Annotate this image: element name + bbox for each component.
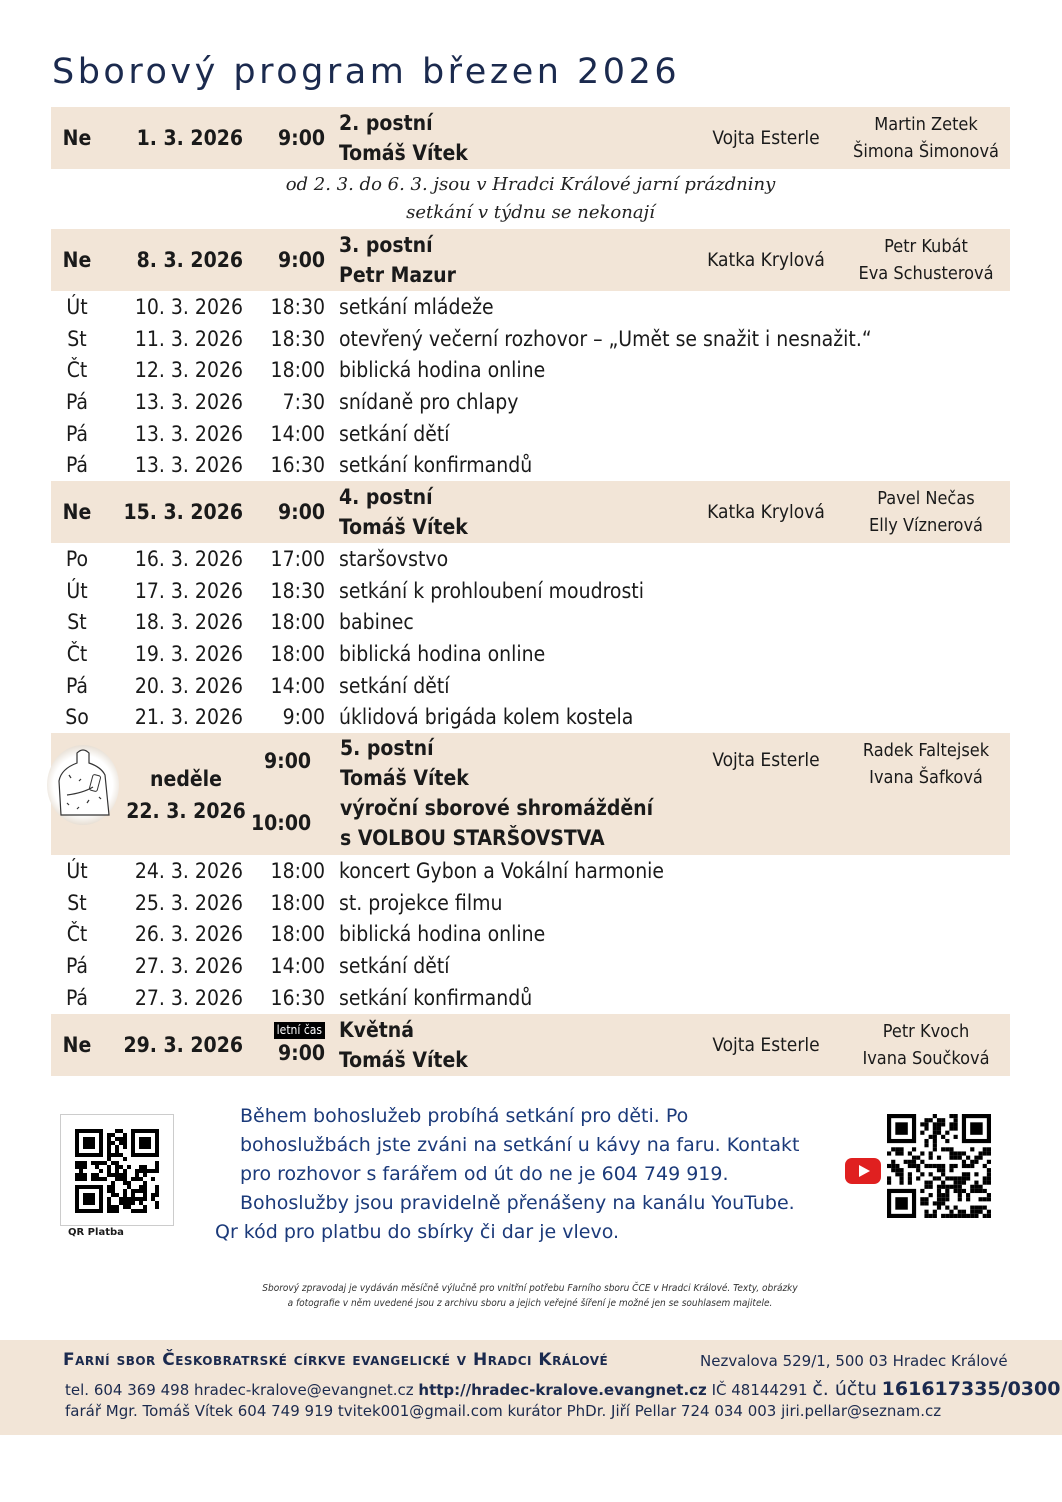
day: So xyxy=(65,705,89,730)
event xyxy=(325,230,699,290)
time: 14:00 xyxy=(270,673,325,698)
date: 22. 3. 2026 xyxy=(126,799,246,824)
day: Út xyxy=(66,578,88,603)
organization-name: Farní sbor Českobratrské církve evangelické v Hradci Králové xyxy=(63,1350,609,1370)
website-link[interactable]: http://hradec-kralove.evangnet.cz xyxy=(418,1381,707,1399)
contact-line xyxy=(65,1378,1060,1400)
day: Čt xyxy=(66,922,88,947)
event xyxy=(325,1015,699,1075)
event-title: 3. postní xyxy=(339,233,433,257)
event-row xyxy=(51,449,1010,481)
info-line: Během bohoslužeb probíhá setkání pro děti. Po xyxy=(240,1105,689,1127)
sunday-row xyxy=(51,107,1010,169)
event-row xyxy=(51,982,1010,1014)
date: 8. 3. 2026 xyxy=(136,248,243,272)
day: Pá xyxy=(65,673,89,698)
staff-contacts: farář Mgr. Tomáš Vítek 604 749 919 tvitek001@gmail.com kurátor PhDr. Jiří Pellar 724 034 003 jiri.pellar@seznam.cz xyxy=(65,1402,942,1420)
event: setkání dětí xyxy=(339,673,450,698)
day: Út xyxy=(66,294,88,319)
event: biblická hodina online xyxy=(339,358,546,383)
page-title: Sborový program březen 2026 xyxy=(52,52,681,92)
readers xyxy=(841,111,1011,165)
time: 9:00 xyxy=(282,705,325,730)
event-row xyxy=(51,575,1010,607)
event: staršovstvo xyxy=(339,546,449,571)
date: 13. 3. 2026 xyxy=(134,421,243,446)
payment-qr-code[interactable] xyxy=(60,1114,174,1226)
reader: Elly Víznerová xyxy=(869,515,983,537)
date: 16. 3. 2026 xyxy=(134,546,243,571)
summer-time-badge: letní čas xyxy=(274,1022,325,1039)
event xyxy=(340,733,653,853)
event: setkání konfirmandů xyxy=(339,453,533,478)
event: setkání dětí xyxy=(339,954,450,979)
note-line: od 2. 3. do 6. 3. jsou v Hradci Králové jarní prázdniny xyxy=(285,174,776,195)
disclaimer-line: Sborový zpravodaj je vydáván měsíčně výlučně pro vnitřní potřebu Farního sboru ČCE v Hradci Králové. Texty, obrázky xyxy=(262,1283,798,1294)
date: 17. 3. 2026 xyxy=(134,578,243,603)
time: 9:00 xyxy=(264,749,311,774)
day: Pá xyxy=(65,421,89,446)
youtube-qr-code[interactable] xyxy=(887,1114,991,1218)
week-events xyxy=(51,855,1010,1013)
day: Ne xyxy=(62,1032,92,1057)
event-row xyxy=(51,702,1010,734)
time: 16:30 xyxy=(270,985,325,1010)
date: 1. 3. 2026 xyxy=(136,126,243,150)
date: 27. 3. 2026 xyxy=(134,985,243,1010)
day: Ne xyxy=(62,500,92,525)
preacher: Tomáš Vítek xyxy=(339,515,468,540)
date: 18. 3. 2026 xyxy=(134,610,243,635)
date: 12. 3. 2026 xyxy=(134,358,243,383)
preacher: Petr Mazur xyxy=(339,263,456,287)
day: Pá xyxy=(65,389,89,414)
event: koncert Gybon a Vokální harmonie xyxy=(339,859,665,884)
time: 18:30 xyxy=(270,326,325,351)
event: st. projekce filmu xyxy=(339,890,503,915)
event-title: Květná xyxy=(339,1017,415,1042)
event-row xyxy=(51,638,1010,670)
event-row xyxy=(51,950,1010,982)
event-row xyxy=(51,354,1010,386)
event-row xyxy=(51,323,1010,355)
readers xyxy=(841,1018,1011,1072)
disclaimer xyxy=(210,1281,850,1311)
date: 24. 3. 2026 xyxy=(134,859,243,884)
event: setkání k prohloubení moudrosti xyxy=(339,578,644,603)
time: 9:00 xyxy=(278,1041,325,1066)
info-line: pro rozhovor s farářem od út do ne je 604 749 919. xyxy=(240,1163,729,1185)
time: 14:00 xyxy=(270,954,325,979)
reader: Radek Faltejsek xyxy=(862,740,990,762)
event-row xyxy=(51,607,1010,639)
time: 17:00 xyxy=(270,546,325,571)
event-title: 5. postní xyxy=(340,736,434,761)
organist: Katka Krylová xyxy=(707,501,825,524)
date: 11. 3. 2026 xyxy=(134,326,243,351)
preacher: Tomáš Vítek xyxy=(339,1047,468,1072)
time: 10:00 xyxy=(251,811,312,836)
day: Út xyxy=(66,859,88,884)
preacher: Tomáš Vítek xyxy=(340,766,469,791)
time: 16:30 xyxy=(270,453,325,478)
time: 14:00 xyxy=(270,421,325,446)
event: setkání dětí xyxy=(339,421,450,446)
time-block xyxy=(243,1022,325,1067)
date: 13. 3. 2026 xyxy=(134,453,243,478)
organist: Vojta Esterle xyxy=(712,749,820,772)
info-line: Bohoslužby jsou pravidelně přenášeny na kanálu YouTube. xyxy=(240,1192,795,1214)
sunday-row xyxy=(51,229,1010,291)
time: 7:30 xyxy=(282,389,325,414)
person-illustration-icon xyxy=(47,745,119,825)
reader: Šimona Šimonová xyxy=(853,141,999,162)
reader: Eva Schusterová xyxy=(858,263,994,284)
reader: Petr Kvoch xyxy=(882,1020,970,1042)
readers xyxy=(841,485,1011,539)
note-line: setkání v týdnu se nekonají xyxy=(406,202,655,223)
info-line: bohoslužbách jste zváni na setkání u kávy na faru. Kontakt xyxy=(240,1134,800,1156)
day: Čt xyxy=(66,358,88,383)
readers xyxy=(841,233,1011,287)
footer xyxy=(0,1340,1062,1435)
day: Pá xyxy=(65,954,89,979)
event-row xyxy=(51,418,1010,450)
day: Ne xyxy=(62,248,92,272)
event: otevřený večerní rozhovor – „Umět se snažit i nesnažit.“ xyxy=(339,326,872,351)
event: setkání mládeže xyxy=(339,294,494,319)
event-row xyxy=(51,386,1010,418)
qr-code-icon xyxy=(75,1129,159,1213)
event: snídaně pro chlapy xyxy=(339,389,519,414)
date: 25. 3. 2026 xyxy=(134,890,243,915)
week-events xyxy=(51,543,1010,733)
account-label: č. účtu xyxy=(812,1378,877,1400)
event-row xyxy=(51,887,1010,919)
qr-caption: QR Platba xyxy=(68,1227,124,1238)
readers xyxy=(841,737,1011,791)
time: 18:00 xyxy=(270,642,325,667)
event-row xyxy=(51,543,1010,575)
day: Pá xyxy=(65,985,89,1010)
week-events xyxy=(51,291,1010,481)
date: 21. 3. 2026 xyxy=(134,705,243,730)
schedule-table xyxy=(51,107,1010,1076)
date: 27. 3. 2026 xyxy=(134,954,243,979)
date: 15. 3. 2026 xyxy=(123,500,243,525)
event-row xyxy=(51,670,1010,702)
day: Ne xyxy=(62,126,92,150)
day: neděle xyxy=(150,767,222,792)
event-row xyxy=(51,919,1010,951)
day: St xyxy=(67,890,87,915)
meeting-title: výroční sborové shromáždění xyxy=(340,796,654,821)
event xyxy=(325,482,699,542)
event: biblická hodina online xyxy=(339,642,546,667)
time: 9:00 xyxy=(278,126,325,150)
reader: Ivana Součková xyxy=(862,1047,990,1069)
reader: Petr Kubát xyxy=(884,236,968,257)
day: Čt xyxy=(66,642,88,667)
preacher: Tomáš Vítek xyxy=(339,141,468,165)
time: 18:00 xyxy=(270,859,325,884)
date: 29. 3. 2026 xyxy=(123,1032,243,1057)
date-block xyxy=(121,763,251,827)
event-row xyxy=(51,291,1010,323)
day: St xyxy=(67,326,87,351)
date: 19. 3. 2026 xyxy=(134,642,243,667)
time: 18:30 xyxy=(270,294,325,319)
disclaimer-line: a fotografie v něm uvedené jsou z archivu sboru a jejich veřejné šíření je možné jen se souhlasem majitele. xyxy=(287,1298,773,1309)
date: 13. 3. 2026 xyxy=(134,389,243,414)
youtube-icon[interactable] xyxy=(845,1158,881,1184)
reader: Ivana Šafková xyxy=(869,767,983,789)
event-title: 4. postní xyxy=(339,485,433,510)
event: úklidová brigáda kolem kostela xyxy=(339,705,634,730)
phone-email: tel. 604 369 498 hradec-kralove@evangnet.cz xyxy=(65,1381,414,1399)
time: 18:00 xyxy=(270,610,325,635)
reader: Pavel Nečas xyxy=(877,488,975,510)
date: 10. 3. 2026 xyxy=(134,294,243,319)
day: Po xyxy=(65,546,89,571)
day: St xyxy=(67,610,87,635)
time: 18:00 xyxy=(270,922,325,947)
event: biblická hodina online xyxy=(339,922,546,947)
event: babinec xyxy=(339,610,414,635)
event-row xyxy=(51,855,1010,887)
event xyxy=(325,108,699,168)
time: 18:30 xyxy=(270,578,325,603)
meeting-subtitle: s VOLBOU STARŠOVSTVA xyxy=(340,826,605,851)
ic: IČ 48144291 xyxy=(711,1381,808,1399)
reader: Martin Zetek xyxy=(874,114,978,135)
time: 18:00 xyxy=(270,358,325,383)
organist: Vojta Esterle xyxy=(712,127,820,149)
info-text xyxy=(215,1102,855,1247)
account-number: 161617335/0300 xyxy=(881,1378,1061,1400)
organist: Vojta Esterle xyxy=(712,1033,820,1056)
time: 9:00 xyxy=(278,500,325,525)
time: 9:00 xyxy=(278,248,325,272)
date: 20. 3. 2026 xyxy=(134,673,243,698)
day: Pá xyxy=(65,453,89,478)
info-line: Qr kód pro platbu do sbírky či dar je vlevo. xyxy=(215,1221,620,1243)
event-title: 2. postní xyxy=(339,111,433,135)
annual-meeting-row xyxy=(51,733,1010,855)
holiday-note xyxy=(51,169,1010,229)
sunday-row xyxy=(51,481,1010,543)
event: setkání konfirmandů xyxy=(339,985,533,1010)
date: 26. 3. 2026 xyxy=(134,922,243,947)
time: 18:00 xyxy=(270,890,325,915)
sunday-row xyxy=(51,1014,1010,1076)
address: Nezvalova 529/1, 500 03 Hradec Králové xyxy=(700,1352,1008,1370)
organist: Katka Krylová xyxy=(707,249,825,271)
